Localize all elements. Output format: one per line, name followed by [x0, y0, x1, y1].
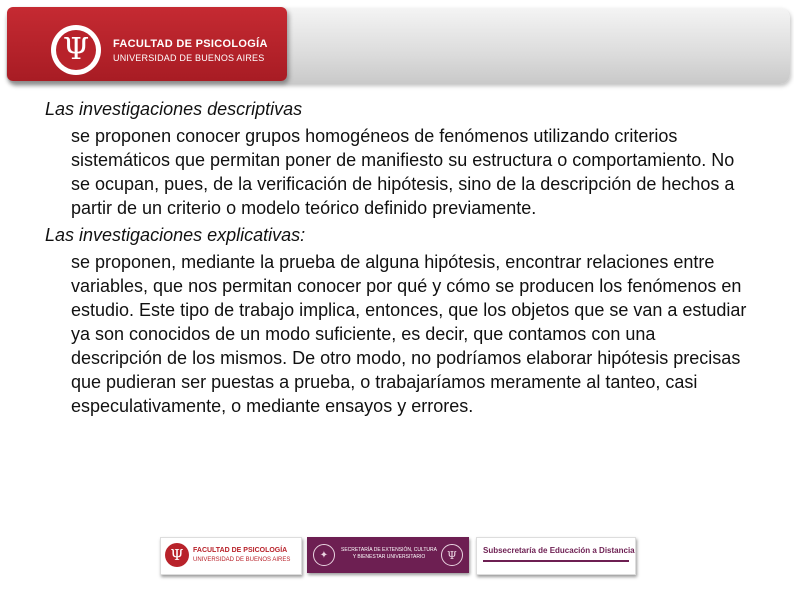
secretaria-name: SECRETARÍA DE EXTENSIÓN, CULTURA Y BIENESTAR UNIVERSITARIO: [341, 547, 437, 560]
faculty-logo: [7, 7, 287, 81]
footer-secretaria-logo: [307, 537, 469, 573]
psi-logo-icon: Ψ: [51, 25, 101, 75]
footer-faculty-name: FACULTAD DE PSICOLOGÍA: [193, 547, 288, 554]
subsecretaria-name: Subsecretaría de Educación a Distancia: [483, 546, 635, 555]
footer-university-name: UNIVERSIDAD DE BUENOS AIRES: [193, 557, 291, 563]
section-body-explicativas: se proponen, mediante la prueba de alguna hipótesis, encontrar relaciones entre variables, que nos permitan conocer por qué y cómo se producen los fenómenos en estudio. Este tipo de trabajo implica, entonces, que los objetos que se van a estudiar ya son conocidos de un modo suficiente, es decir, que contamos con una descripción de los mismos. De otro modo, no podríamos elaborar hipótesis precisas que pudieran ser puestas a prueba, o trabajaríamos meramente al tanteo, casi especulativamente, o mediante ensayos y errores.: [71, 252, 747, 416]
footer-faculty-logo: [160, 537, 302, 575]
footer-subsecretaria-logo: [476, 537, 636, 575]
uba-emblem-icon: ✦: [313, 544, 335, 566]
section-body-descriptivas: se proponen conocer grupos homogéneos de fenómenos utilizando criterios sistemáticos que permitan poner de manifiesto su estructura o comportamiento. No se ocupan, pues, de la verificación de hipótesis, sino de la descripción de hechos a partir de un criterio o modelo teórico definido previamente.: [71, 126, 735, 218]
section-heading-explicativas: Las investigaciones explicativas:: [45, 225, 306, 245]
university-name: UNIVERSIDAD DE BUENOS AIRES: [113, 53, 265, 63]
footer-psi-icon: Ψ: [165, 543, 189, 567]
subsecretaria-underline: [483, 560, 629, 562]
slide-content: [45, 98, 765, 418]
section-heading-descriptivas: Las investigaciones descriptivas: [45, 99, 303, 119]
secretaria-psi-icon: Ψ: [441, 544, 463, 566]
faculty-name: FACULTAD DE PSICOLOGÍA: [113, 38, 268, 50]
